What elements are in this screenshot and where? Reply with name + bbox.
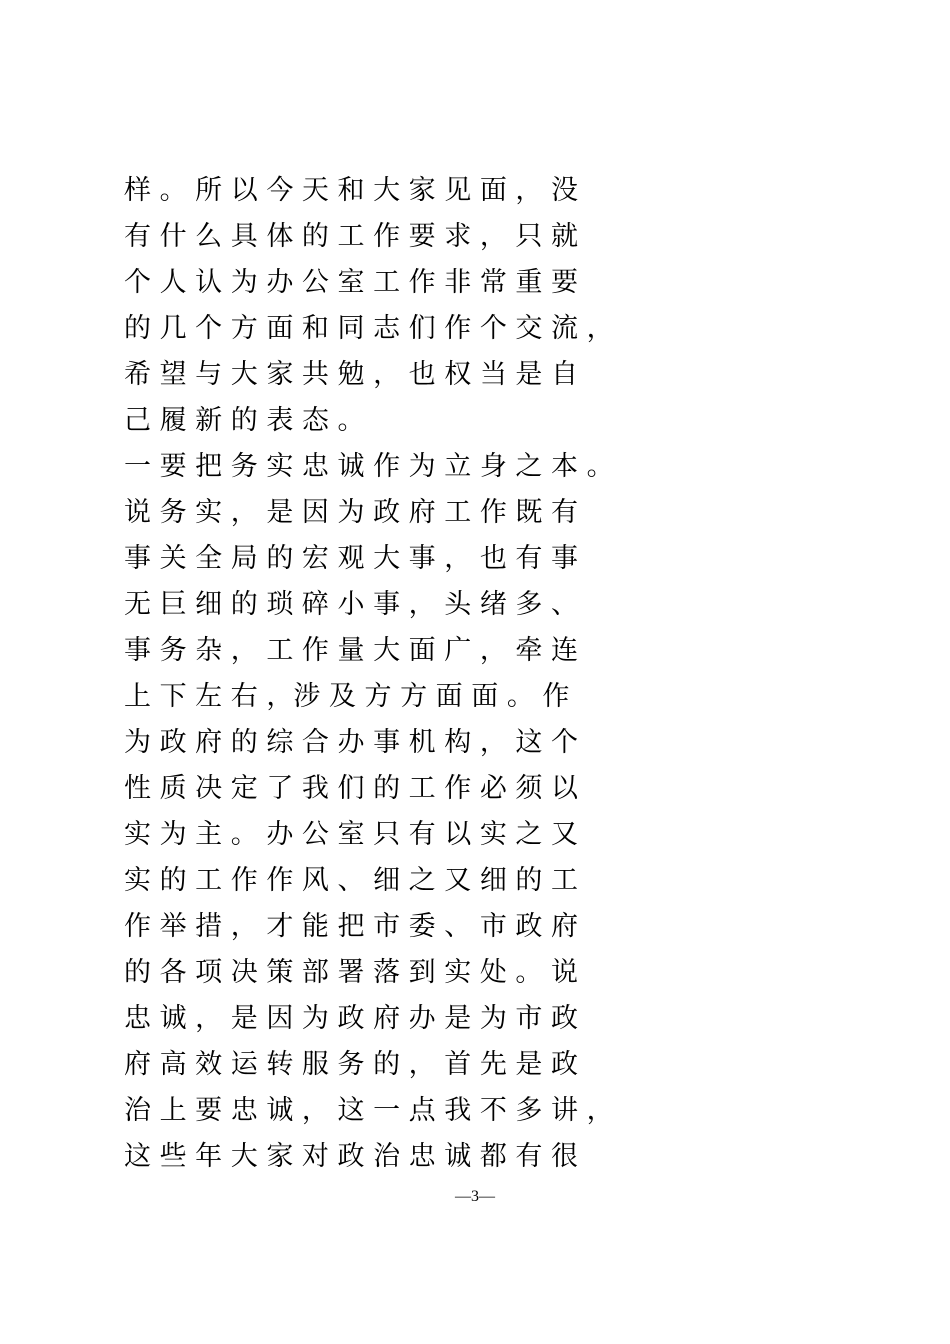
text-line: 个 人 认 为 办 公 室 工 作 非 常 重 要: [124, 267, 578, 298]
text-line: 府 高 效 运 转 服 务 的 ， 首 先 是 政: [124, 1049, 578, 1080]
text-line: 事 务 杂 ， 工 作 量 大 面 广 ， 牵 连: [124, 635, 578, 666]
text-line: 实 为 主 。 办 公 室 只 有 以 实 之 又: [124, 819, 578, 850]
text-line: 作 举 措 ， 才 能 把 市 委 、 市 政 府: [124, 911, 578, 942]
text-line: 实 的 工 作 作 风 、 细 之 又 细 的 工: [124, 865, 578, 896]
page-number: —3—: [455, 1188, 495, 1205]
text-line: 忠 诚 ， 是 因 为 政 府 办 是 为 市 政: [124, 1003, 578, 1034]
text-line: 上 下 左 右 ，涉 及 方 方 面 面 。 作: [124, 681, 570, 712]
text-line: 有 什 么 具 体 的 工 作 要 求 ， 只 就: [124, 221, 578, 252]
text-line: 的 几 个 方 面 和 同 志 们 作 个 交 流 ，: [124, 313, 614, 344]
text-line: 的 各 项 决 策 部 署 落 到 实 处 。 说: [124, 957, 578, 988]
text-line: 己 履 新 的 表 态 。: [124, 405, 365, 436]
text-line: 一 要 把 务 实 忠 诚 作 为 立 身 之 本 。: [124, 451, 614, 482]
text-line: 无 巨 细 的 琐 碎 小 事 ， 头 绪 多 、: [124, 589, 578, 620]
text-line: 希 望 与 大 家 共 勉 ， 也 权 当 是 自: [124, 359, 578, 390]
text-line: 事 关 全 局 的 宏 观 大 事 ， 也 有 事: [124, 543, 578, 574]
text-line: 性 质 决 定 了 我 们 的 工 作 必 须 以: [124, 773, 578, 804]
text-line: 治 上 要 忠 诚 ， 这 一 点 我 不 多 讲 ，: [124, 1095, 614, 1126]
text-line: 说 务 实 ， 是 因 为 政 府 工 作 既 有: [124, 497, 578, 528]
text-line: 样 。 所 以 今 天 和 大 家 见 面 ， 没: [124, 175, 578, 206]
text-line: 这 些 年 大 家 对 政 治 忠 诚 都 有 很: [124, 1141, 578, 1172]
text-line: 为 政 府 的 综 合 办 事 机 构 ， 这 个: [124, 727, 578, 758]
